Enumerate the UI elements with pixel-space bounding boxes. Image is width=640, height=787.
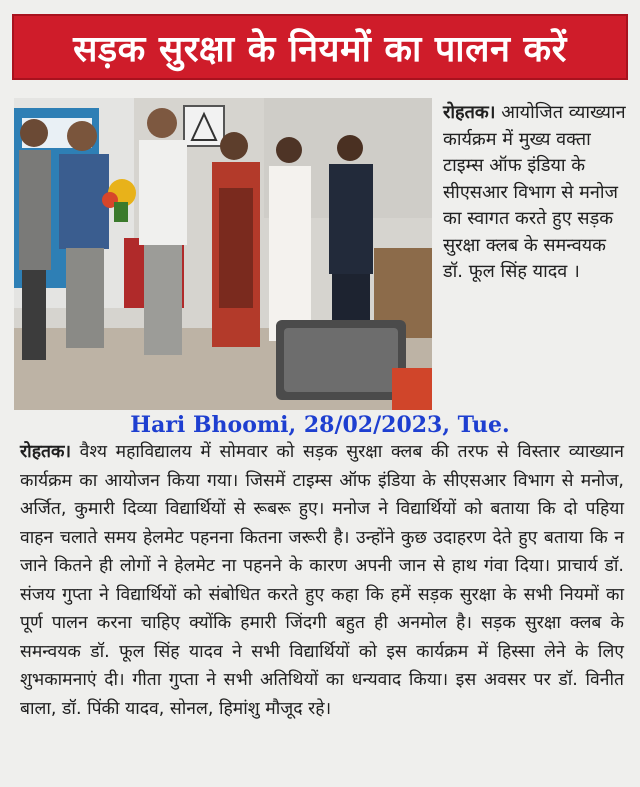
photo-caption [443,100,628,286]
headline: सड़क सुरक्षा के नियमों का पालन करें [12,14,628,80]
person-4 [212,132,260,347]
news-photo [14,98,432,410]
article-dateline: रोहतक। [20,442,72,462]
person-5 [269,137,311,341]
person-6 [329,135,373,334]
caption-text: आयोजित व्याख्यान कार्यक्रम में मुख्य वक्ता टाइम्स ऑफ इंडिया के सीएसआर विभाग से मनोज का स्वागत करते हुए सड़क सुरक्षा क्लब के समन्वयक डॉ. फूल सिंह यादव । [443,102,626,282]
caption-dateline: रोहतक। [443,102,496,123]
person-2 [59,121,109,348]
article-text: वैश्य महाविद्यालय में सोमवार को सड़क सुरक्षा क्लब की तरफ से विस्तार व्याख्यान कार्यक्रम का आयोजन किया गया। जिसमें टाइम्स ऑफ इंडिया के सीएसआर विभाग से मनोज, अर्जित, कुमारी दिव्या विद्यार्थियों से रूबरू हुए। मनोज ने विद्यार्थियों को बताया कि दो पहिया वाहन चलाते समय हेलमेट पहनना कितना जरूरी है। उन्होंने कुछ उदाहरण देते हुए बताया कि न जाने कितने ही लोगों ने हेलमेट ना पहनने के कारण अपनी जान से हाथ गंवा दिया। प्राचार्य डॉ. संजय गुप्ता ने विद्यार्थियों को संबोधित करते हुए कहा कि हमें सड़क सुरक्षा के सभी नियमों का पूर्ण पालन करना चाहिए क्योंकि हमारी जिंदगी बहुत ही अनमोल है। सड़क सुरक्षा क्लब के समन्वयक डॉ. फूल सिंह यादव ने सभी विद्यार्थियों को इस कार्यक्रम में हिस्सा लेने के लिए शुभकामनाएं दी। गीता गुप्ता ने सभी अतिथियों का धन्यवाद किया। इस अवसर पर डॉ. विनीत बाला, डॉ. पिंकी यादव, सोनल, हिमांशु मौजूद रहे। [20,442,624,719]
person-3 [139,108,187,355]
article-body [20,438,624,723]
group-photo-illustration [14,98,432,410]
source-stamp: Hari Bhoomi, 28/02/2023, Tue. [130,412,510,438]
